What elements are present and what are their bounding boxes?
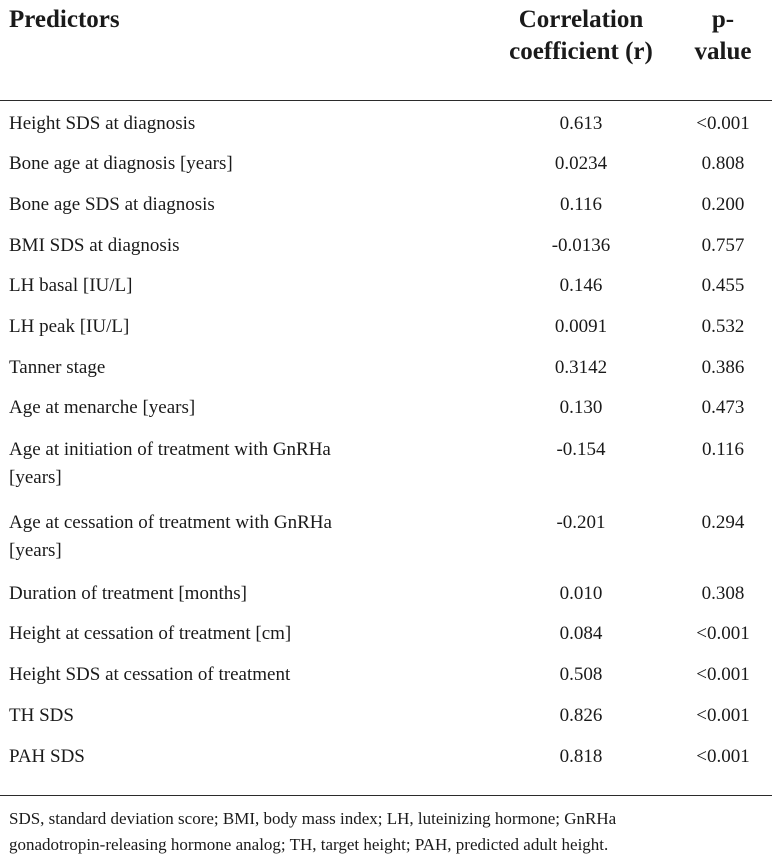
footnote-line1: SDS, standard deviation score; BMI, body mass index; LH, luteinizing hormone; GnRHa [9, 809, 617, 828]
predictor-label: Height at cessation of treatment [cm] [9, 623, 292, 644]
p-value: 0.294 [701, 512, 745, 533]
correlation-value: 0.826 [559, 705, 603, 726]
table-footnote [9, 806, 769, 858]
predictor-label: Tanner stage [9, 357, 106, 378]
p-value: <0.001 [696, 113, 750, 134]
predictor-cell [9, 313, 429, 341]
p-value: 0.808 [701, 153, 745, 174]
predictor-label: Bone age at diagnosis [years] [9, 153, 233, 174]
correlation-value: -0.154 [556, 439, 606, 460]
predictor-cell [9, 661, 429, 689]
p-value: <0.001 [696, 623, 750, 644]
correlation-value: -0.201 [556, 512, 606, 533]
p-value: <0.001 [696, 664, 750, 685]
header-correlation-line2: coefficient (r) [509, 38, 653, 65]
header-pvalue-line1: p- [711, 6, 735, 33]
correlation-value: 0.0091 [554, 316, 608, 337]
predictor-cell [9, 394, 429, 422]
p-value: <0.001 [696, 746, 750, 767]
predictor-cell [9, 191, 429, 219]
predictor-cell [9, 743, 429, 771]
predictor-cell [9, 436, 429, 492]
predictor-cell [9, 509, 429, 565]
p-value: 0.455 [701, 275, 745, 296]
correlation-value: 0.010 [559, 583, 603, 604]
correlation-value: 0.0234 [554, 153, 608, 174]
p-value: 0.116 [701, 439, 745, 460]
predictor-label: PAH SDS [9, 746, 85, 767]
predictor-label: Height SDS at diagnosis [9, 113, 196, 134]
header-pvalue-line2: value [694, 38, 752, 65]
correlation-value: 0.146 [559, 275, 603, 296]
header-pvalue [682, 4, 764, 68]
correlation-value: 0.613 [559, 113, 603, 134]
footer-divider [0, 795, 772, 796]
predictor-label: Age at menarche [years] [9, 397, 196, 418]
p-value: 0.200 [701, 194, 745, 215]
correlation-value: 0.3142 [554, 357, 608, 378]
predictor-cell [9, 354, 429, 382]
predictor-label: LH basal [IU/L] [9, 275, 133, 296]
predictor-cell [9, 702, 429, 730]
p-value: 0.386 [701, 357, 745, 378]
correlation-value: 0.818 [559, 746, 603, 767]
predictor-label: Age at cessation of treatment with GnRHa [9, 512, 332, 533]
correlation-value: -0.0136 [551, 235, 611, 256]
header-correlation-line1: Correlation [518, 6, 644, 33]
predictor-cell [9, 232, 429, 260]
p-value: <0.001 [696, 705, 750, 726]
predictor-label: TH SDS [9, 705, 74, 726]
predictor-label: Height SDS at cessation of treatment [9, 664, 291, 685]
predictor-cell [9, 620, 429, 648]
predictor-label-continued: [years] [9, 540, 62, 561]
predictor-label-continued: [years] [9, 467, 62, 488]
predictor-cell [9, 580, 429, 608]
predictor-cell [9, 272, 429, 300]
predictor-cell [9, 110, 429, 138]
p-value: 0.473 [701, 397, 745, 418]
table-header [0, 0, 772, 101]
p-value: 0.532 [701, 316, 745, 337]
predictor-label: BMI SDS at diagnosis [9, 235, 180, 256]
correlation-value: 0.084 [559, 623, 603, 644]
predictor-label: Bone age SDS at diagnosis [9, 194, 215, 215]
header-correlation [496, 4, 666, 68]
p-value: 0.308 [701, 583, 745, 604]
header-predictors: Predictors [9, 6, 120, 33]
predictor-label: Duration of treatment [months] [9, 583, 247, 604]
p-value: 0.757 [701, 235, 745, 256]
predictor-label: Age at initiation of treatment with GnRHa [9, 439, 331, 460]
predictor-cell [9, 150, 429, 178]
predictor-label: LH peak [IU/L] [9, 316, 130, 337]
correlation-value: 0.130 [559, 397, 603, 418]
correlation-value: 0.116 [559, 194, 603, 215]
footnote-line2: gonadotropin-releasing hormone analog; TH, target height; PAH, predicted adult height. [9, 835, 609, 854]
correlation-value: 0.508 [559, 664, 603, 685]
